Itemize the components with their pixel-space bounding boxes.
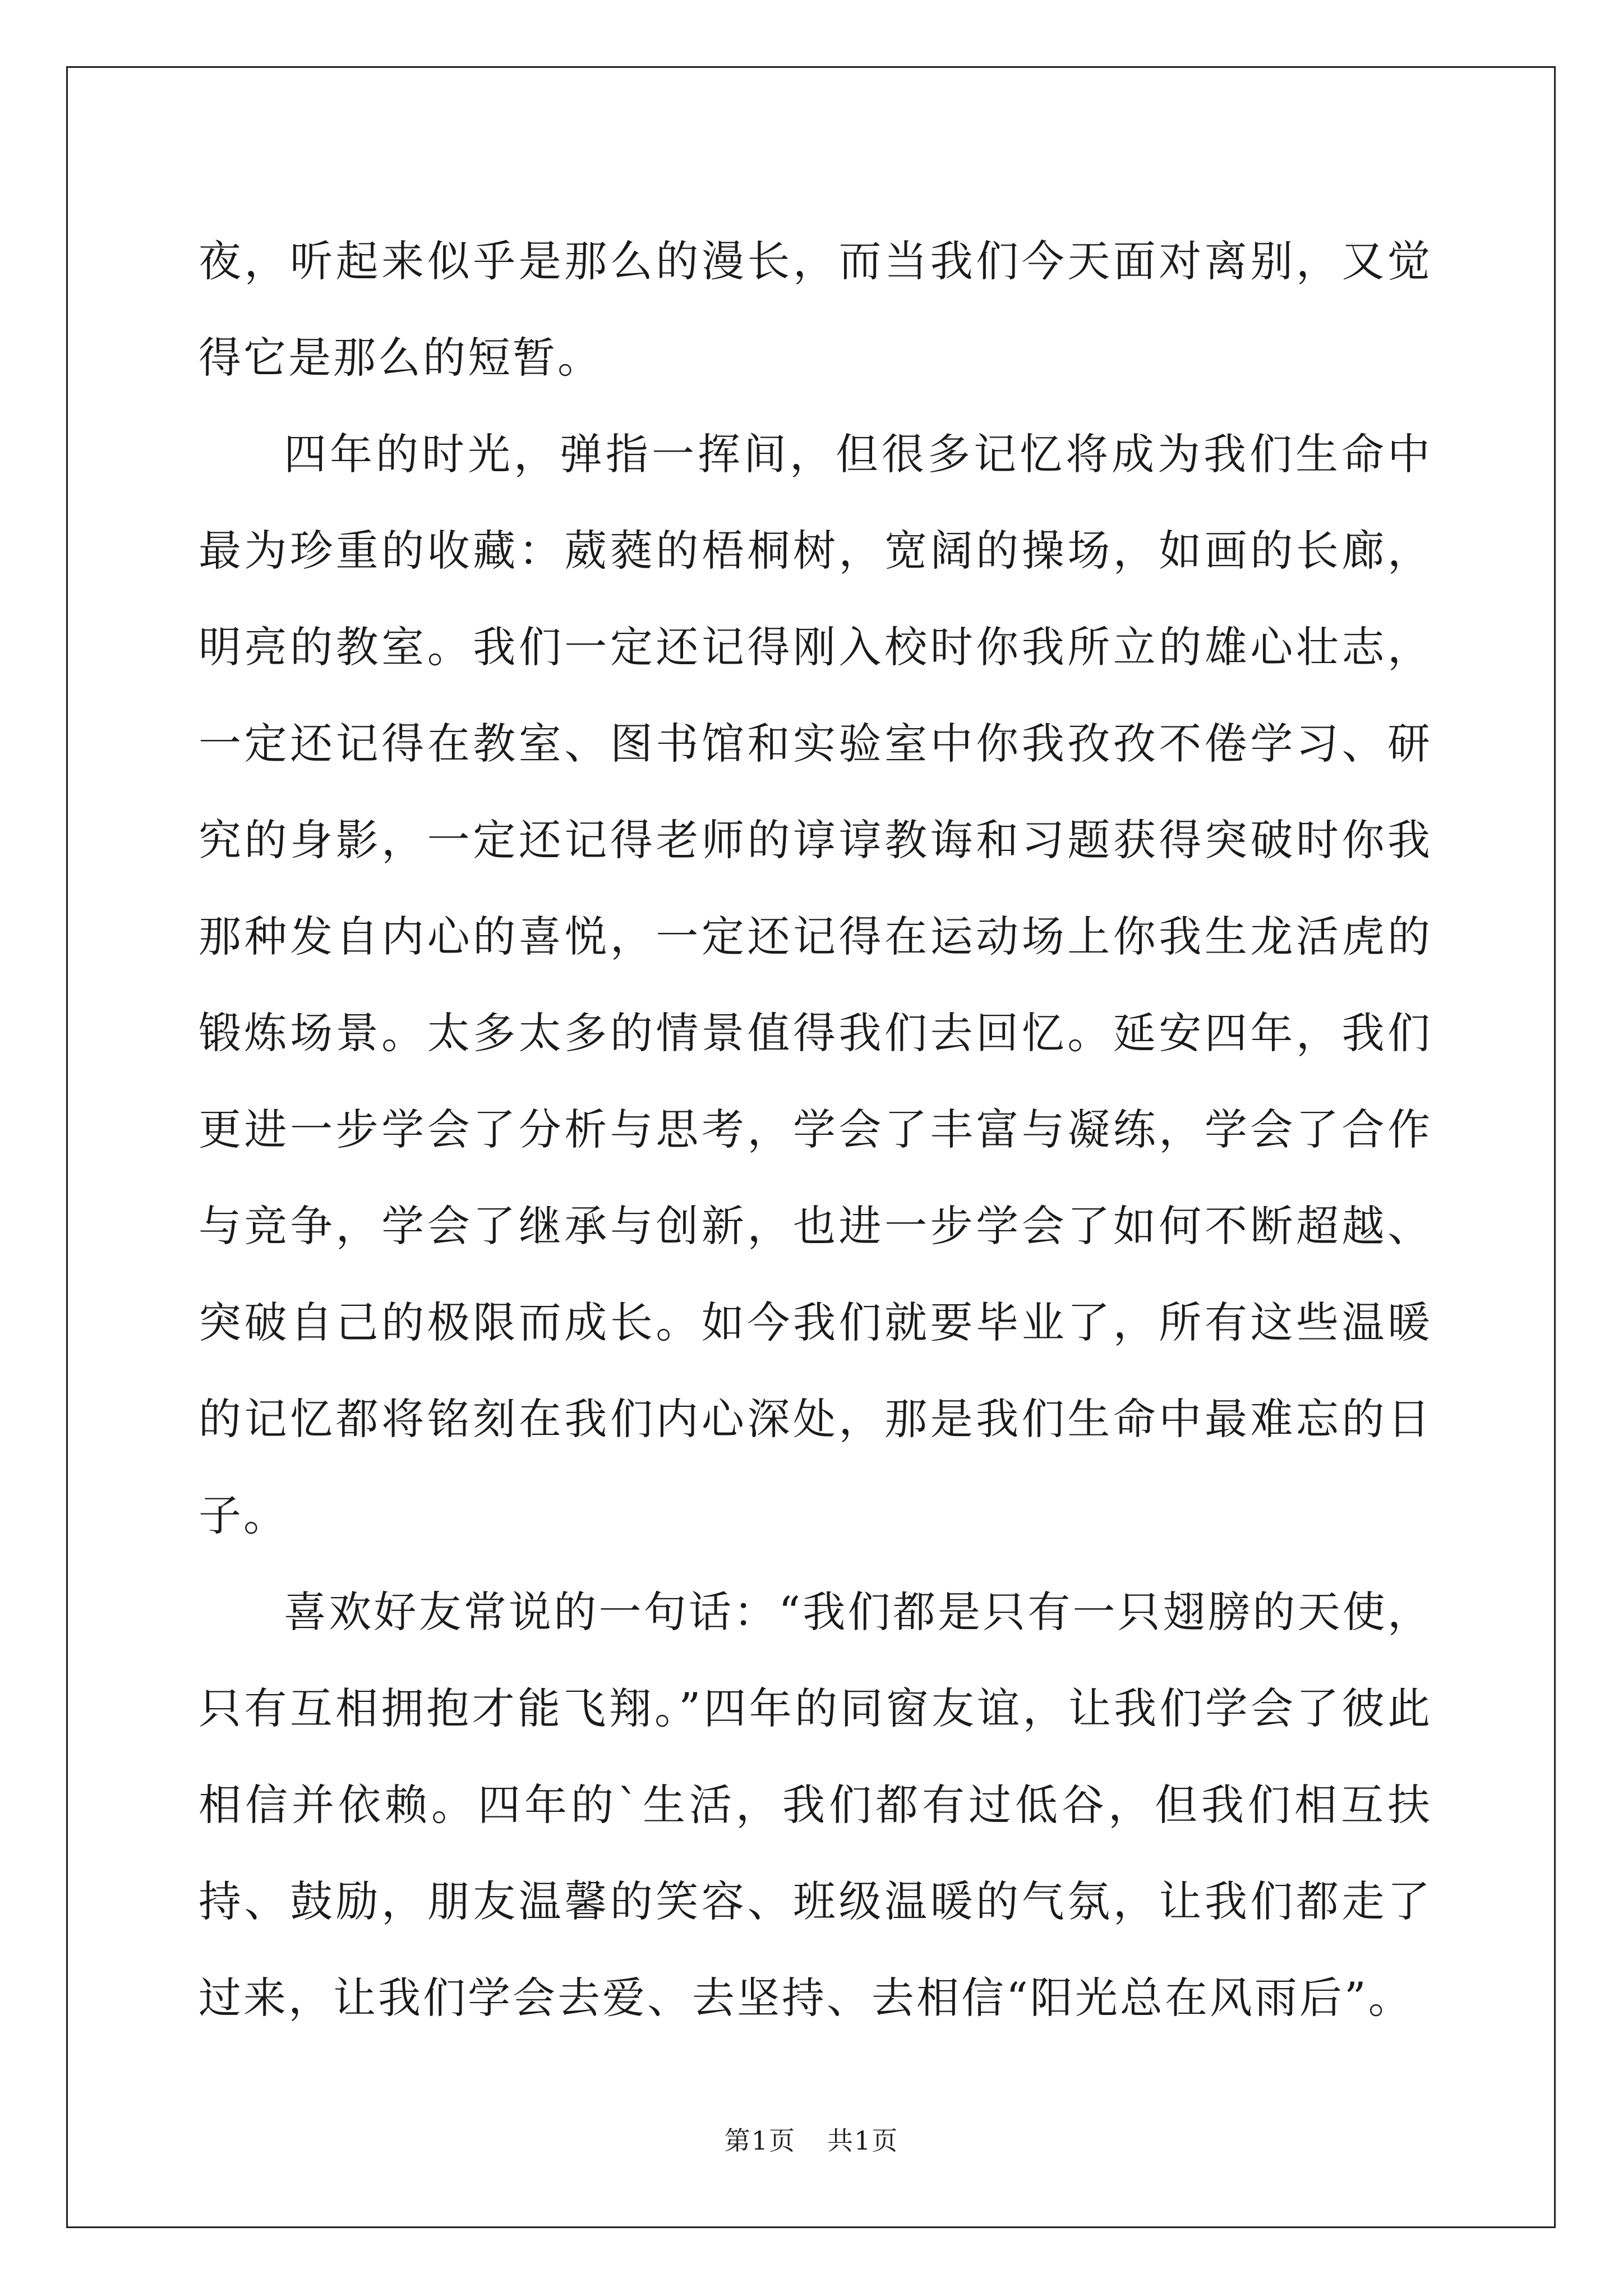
page-footer	[0, 2120, 1623, 2157]
paragraph-2: 四年的时光，弹指一挥间，但很多记忆将成为我们生命中最为珍重的收藏：葳蕤的梧桐树，宽阔的操场，如画的长廊，明亮的教室。我们一定还记得刚入校时你我所立的雄心壮志，一定还记得在教室、图书馆和实验室中你我孜孜不倦学习、研究的身影，一定还记得老师的谆谆教诲和习题获得突破时你我那种发自内心的喜悦，一定还记得在运动场上你我生龙活虎的锻炼场景。太多太多的情景值得我们去回忆。延安四年，我们更进一步学会了分析与思考，学会了丰富与凝练，学会了合作与竞争，学会了继承与创新，也进一步学会了如何不断超越、突破自己的极限而成长。如今我们就要毕业了，所有这些温暖的记忆都将铭刻在我们内心深处，那是我们生命中最难忘的日子。	[199, 429, 1432, 1540]
page-number: 第1页	[724, 2125, 796, 2156]
page-total: 共1页	[827, 2125, 899, 2156]
document-body	[199, 213, 1432, 2046]
paragraph-1: 夜，听起来似乎是那么的漫长，而当我们今天面对离别，又觉得它是那么的短暂。	[199, 236, 1432, 383]
paragraph-3: 喜欢好友常说的一句话：“我们都是只有一只翅膀的天使，只有互相拥抱才能飞翔。”四年的同窗友谊，让我们学会了彼此相信并依赖。四年的`生活，我们都有过低谷，但我们相互扶持、鼓励，朋友温馨的笑容、班级温暖的气氛，让我们都走了过来，让我们学会去爱、去坚持、去相信“阳光总在风雨后”。	[199, 1587, 1432, 2023]
